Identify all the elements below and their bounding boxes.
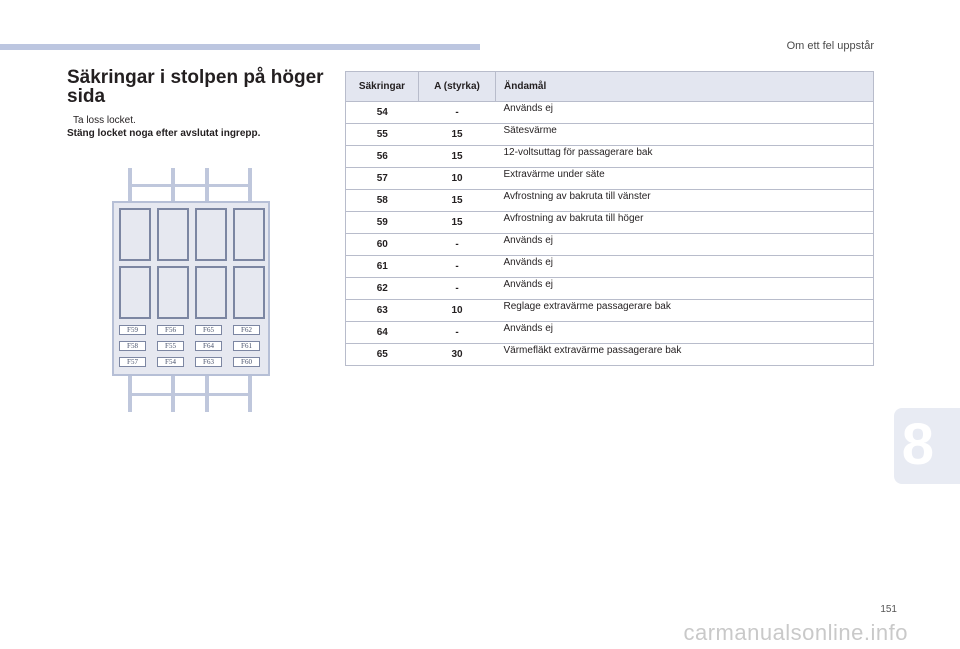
- table-row: [346, 190, 874, 212]
- page-number: 151: [880, 604, 897, 615]
- purpose-cell: Används ej: [496, 102, 874, 124]
- column-header-purpose: Ändamål: [496, 72, 874, 102]
- fuse-number-cell: 60: [346, 234, 419, 256]
- table-row: [346, 102, 874, 124]
- fuse-label: F64: [195, 341, 222, 351]
- fuse-number-cell: 63: [346, 300, 419, 322]
- fuse-label: F59: [119, 325, 146, 335]
- amperage-cell: -: [419, 322, 496, 344]
- table-header-row: [346, 72, 874, 102]
- table-row: [346, 124, 874, 146]
- instruction-text: Ta loss locket.: [73, 115, 136, 126]
- amperage-cell: 15: [419, 212, 496, 234]
- fuse-label: F61: [233, 341, 260, 351]
- fuse-number-cell: 54: [346, 102, 419, 124]
- relay-slot: [233, 208, 265, 261]
- table-row: [346, 278, 874, 300]
- fuse-label: F63: [195, 357, 222, 367]
- header-accent-bar: [0, 44, 480, 50]
- purpose-cell: Reglage extravärme passagerare bak: [496, 300, 874, 322]
- relay-slot: [233, 266, 265, 319]
- purpose-cell: Extravärme under säte: [496, 168, 874, 190]
- table-row: [346, 234, 874, 256]
- fuse-number-cell: 59: [346, 212, 419, 234]
- table-row: [346, 168, 874, 190]
- fuse-number-cell: 64: [346, 322, 419, 344]
- crossbar-bottom: [128, 393, 252, 396]
- fuse-number-cell: 56: [346, 146, 419, 168]
- relay-slot: [195, 208, 227, 261]
- purpose-cell: Används ej: [496, 256, 874, 278]
- table-row: [346, 322, 874, 344]
- instruction: [67, 114, 136, 127]
- purpose-cell: Avfrostning av bakruta till höger: [496, 212, 874, 234]
- relay-slot: [119, 266, 151, 319]
- fuse-label: F55: [157, 341, 184, 351]
- relay-slot: [157, 266, 189, 319]
- section-title: Om ett fel uppstår: [786, 40, 874, 52]
- amperage-cell: -: [419, 256, 496, 278]
- fuse-number-cell: 57: [346, 168, 419, 190]
- purpose-cell: Används ej: [496, 234, 874, 256]
- purpose-cell: Används ej: [496, 278, 874, 300]
- page-heading: Säkringar i stolpen på höger sida: [67, 67, 324, 107]
- purpose-cell: Används ej: [496, 322, 874, 344]
- watermark: carmanualsonline.info: [683, 620, 908, 645]
- relay-slot: [119, 208, 151, 261]
- relay-slot: [157, 208, 189, 261]
- fuse-label: F58: [119, 341, 146, 351]
- fuse-number-cell: 61: [346, 256, 419, 278]
- table-row: [346, 256, 874, 278]
- fuse-box-diagram: [112, 168, 270, 412]
- column-header-fuse: Säkringar: [346, 72, 419, 102]
- amperage-cell: 30: [419, 344, 496, 366]
- fuse-label: F65: [195, 325, 222, 335]
- fuse-table: [345, 71, 874, 366]
- amperage-cell: 15: [419, 146, 496, 168]
- column-header-amperage: A (styrka): [419, 72, 496, 102]
- fuse-label: F57: [119, 357, 146, 367]
- fuse-plate: [112, 201, 270, 376]
- amperage-cell: -: [419, 102, 496, 124]
- table-row: [346, 212, 874, 234]
- fuse-label: F60: [233, 357, 260, 367]
- fuse-number-cell: 62: [346, 278, 419, 300]
- fuse-number-cell: 55: [346, 124, 419, 146]
- crossbar-top: [128, 184, 252, 187]
- table-row: [346, 146, 874, 168]
- fuse-label: F56: [157, 325, 184, 335]
- purpose-cell: Sätesvärme: [496, 124, 874, 146]
- amperage-cell: 10: [419, 168, 496, 190]
- table-row: [346, 344, 874, 366]
- fuse-label: F62: [233, 325, 260, 335]
- fuse-number-cell: 65: [346, 344, 419, 366]
- purpose-cell: Avfrostning av bakruta till vänster: [496, 190, 874, 212]
- fuse-number-cell: 58: [346, 190, 419, 212]
- table-row: [346, 300, 874, 322]
- purpose-cell: Värmefläkt extravärme passagerare bak: [496, 344, 874, 366]
- purpose-cell: 12-voltsuttag för passagerare bak: [496, 146, 874, 168]
- fuse-label: F54: [157, 357, 184, 367]
- amperage-cell: -: [419, 234, 496, 256]
- amperage-cell: -: [419, 278, 496, 300]
- amperage-cell: 15: [419, 124, 496, 146]
- warning-note: Stäng locket noga efter avslutat ingrepp.: [67, 128, 261, 139]
- amperage-cell: 10: [419, 300, 496, 322]
- relay-slot: [195, 266, 227, 319]
- amperage-cell: 15: [419, 190, 496, 212]
- chapter-number: 8: [901, 412, 934, 477]
